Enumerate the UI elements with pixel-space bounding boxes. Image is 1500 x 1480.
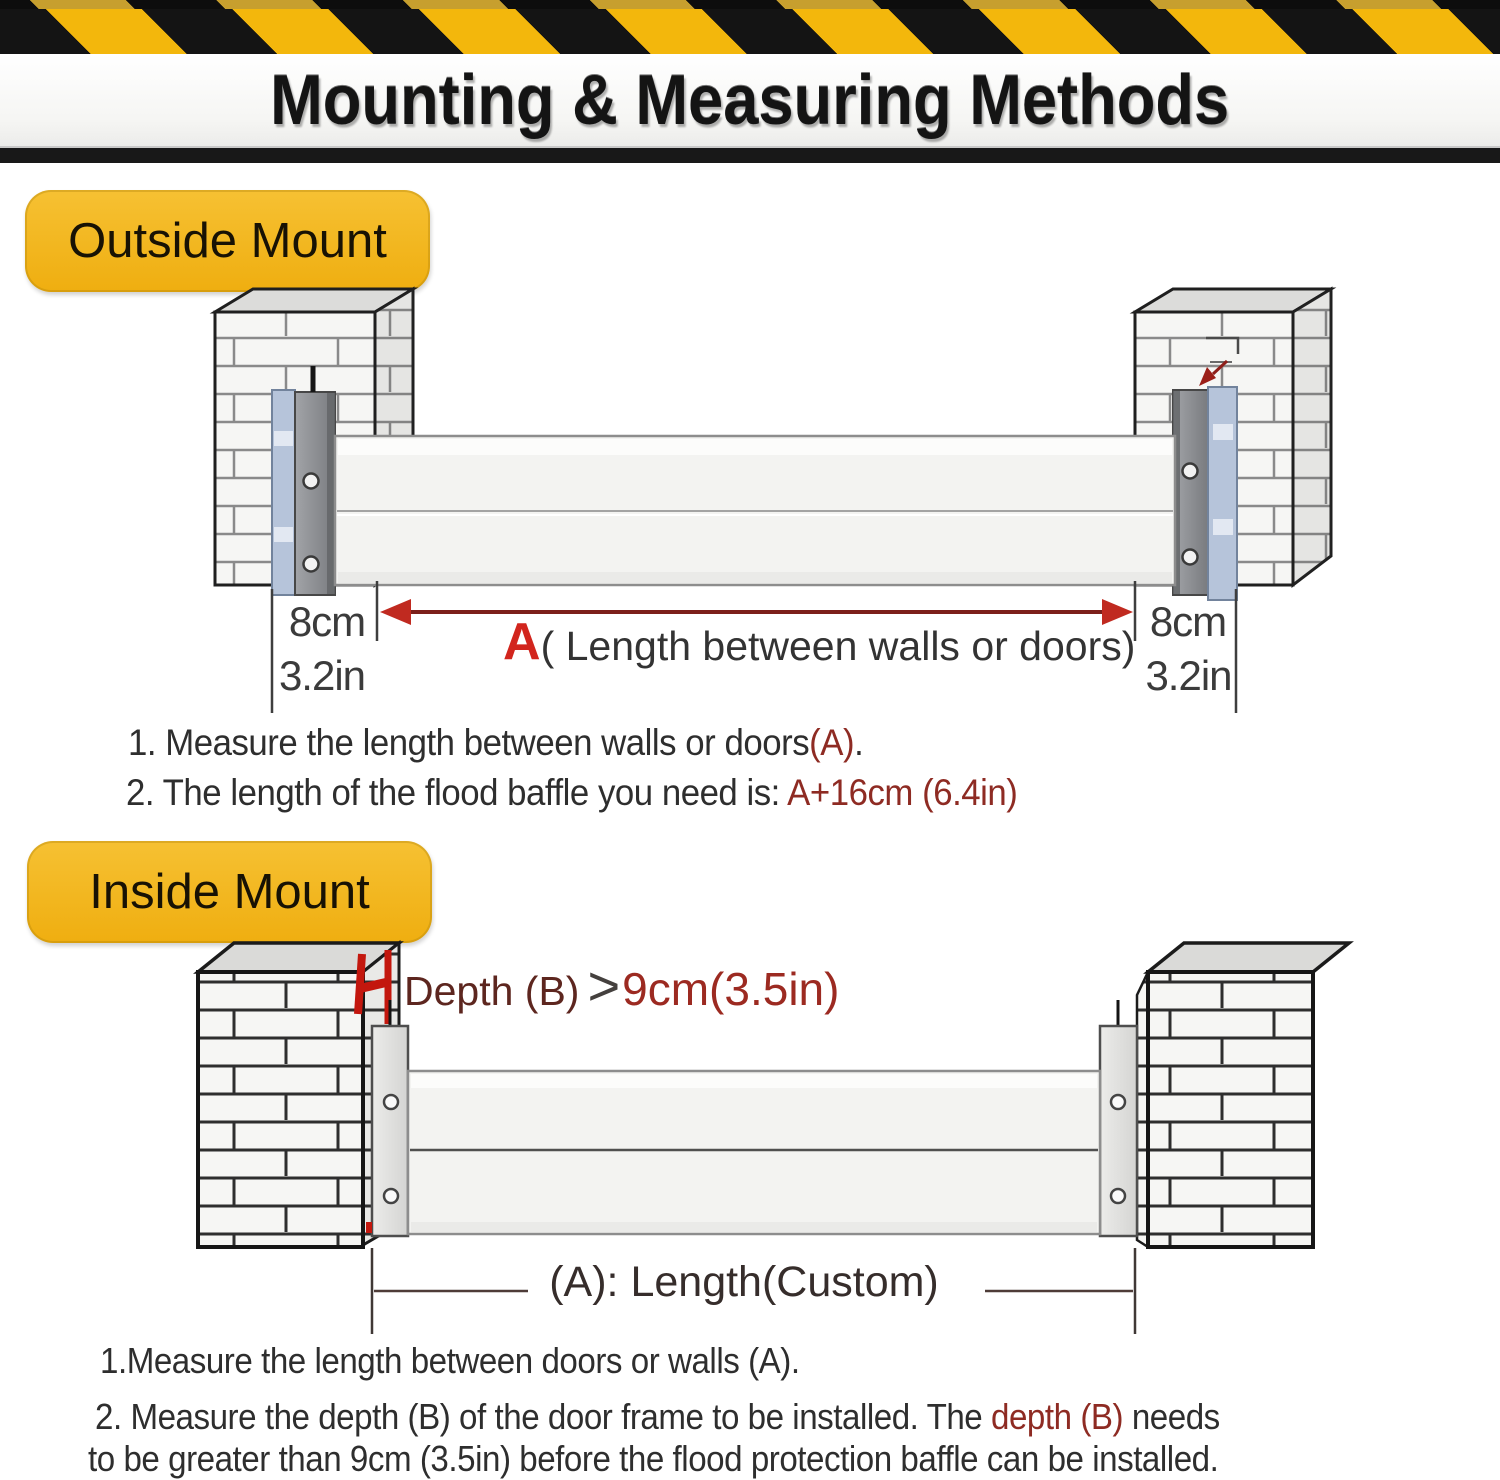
left-width-label-cm: 8cm — [288, 598, 366, 645]
outside-step-1: 1. Measure the length between walls or doors(A). — [128, 722, 864, 763]
length-a-letter: A — [503, 613, 541, 671]
depth-value: 9cm(3.5in) — [622, 963, 840, 1015]
screw-hole — [1183, 550, 1198, 565]
inside-step-2-continued: to be greater than 9cm (3.5in) before the flood protection baffle can be installed. — [88, 1438, 1219, 1479]
inside-mount-label: Inside Mount — [27, 841, 432, 943]
screw-hole — [1183, 464, 1198, 479]
flood-barrier-panels — [335, 436, 1175, 585]
screw-hole — [384, 1189, 398, 1203]
brick-pillar-right — [1137, 943, 1349, 1247]
banner-divider-bar — [0, 146, 1500, 163]
inside-step-2: 2. Measure the depth (B) of the door frame to be installed. The depth (B) needs — [95, 1396, 1220, 1437]
mounting-channel-right — [1100, 1000, 1137, 1236]
screw-hole — [1111, 1189, 1125, 1203]
left-width-label-in: 3.2in — [278, 652, 366, 699]
greater-than-sign: > — [587, 954, 621, 1017]
outside-mount-label: Outside Mount — [25, 190, 430, 292]
flood-barrier-panels — [408, 1071, 1100, 1234]
length-a-custom-label: (A): Length(Custom) — [549, 1258, 939, 1306]
length-a-text: ( Length between walls or doors) — [540, 623, 1136, 669]
screw-hole — [304, 474, 319, 489]
mounting-channel-right — [1173, 390, 1208, 595]
hazard-stripe-edge — [0, 0, 1500, 9]
seal-strip-left — [272, 390, 295, 595]
screw-hole — [384, 1095, 398, 1109]
screw-hole — [1111, 1095, 1125, 1109]
page-title: Mounting & Measuring Methods — [270, 60, 1230, 140]
inside-step-1: 1.Measure the length between doors or walls (A). — [100, 1340, 800, 1381]
mounting-channel-left — [366, 1000, 408, 1236]
outside-step-2: 2. The length of the flood baffle you need is: A+16cm (6.4in) — [126, 772, 1018, 813]
depth-annotation — [404, 953, 839, 1018]
length-a-annotation — [503, 613, 1136, 671]
seal-strip-right — [1208, 387, 1237, 600]
mounting-channel-left — [295, 366, 335, 595]
right-width-label-in: 3.2in — [1145, 652, 1232, 699]
screw-hole — [304, 557, 319, 572]
depth-label: Depth (B) — [404, 968, 580, 1014]
right-width-label-cm: 8cm — [1149, 598, 1227, 645]
